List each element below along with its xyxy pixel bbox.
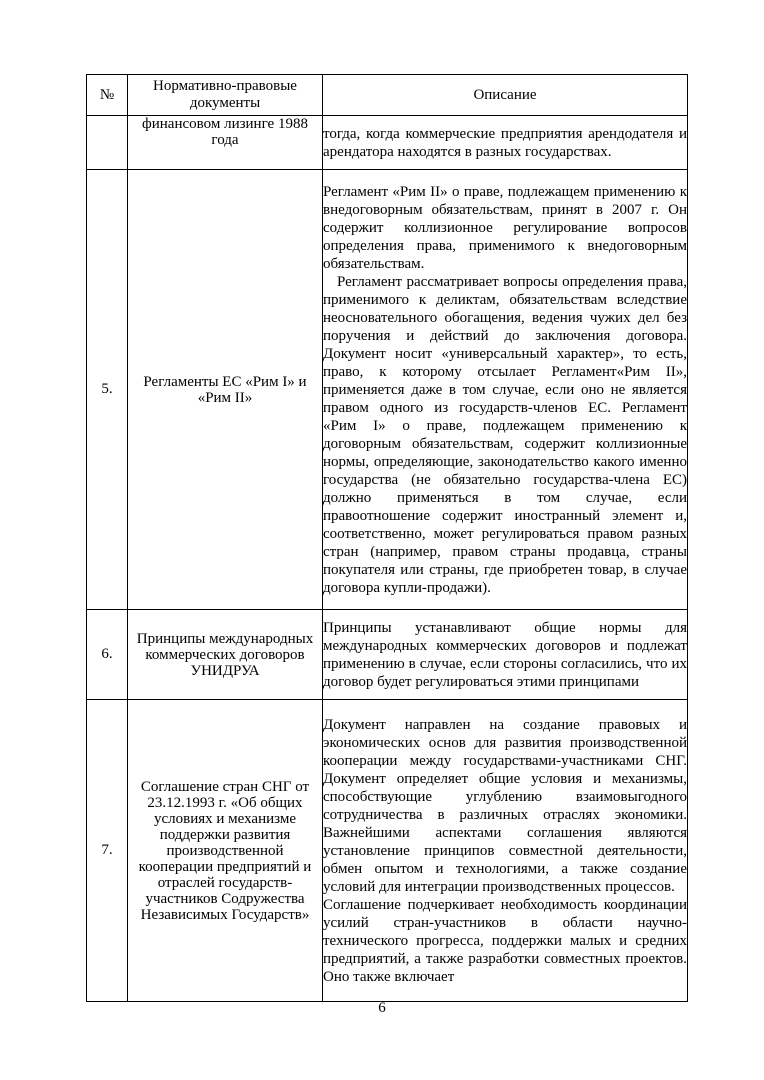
table-header-row	[87, 75, 688, 116]
table-row	[87, 170, 688, 610]
page-number: 6	[378, 1000, 386, 1016]
row-description	[323, 170, 688, 610]
description-paragraph: Регламент рассматривает вопросы определения права, применимого к деликтам, обязательствам вследствие неосновательного обогащения, ведения чужих дел без поручения и действий до заключения договора. Документ носит «универсальный характер», то есть, право, к которому отсылает Регламент«Рим II», применяется даже в том случае, если оно не является правом одного из государств-членов ЕС. Регламент «Рим I» о праве, подлежащем применению к договорным обязательствам, содержит коллизионные нормы, определяющие, законодательство какого именно государства (не обязательно государства-члена ЕС) должно применяться в том случае, если правоотношение содержит иностранный элемент и, соответственно, может регулироваться правом разных стран (например, правом страны продавца, страны покупателя или страны, где приобретен товар, в случае договора купли-продажи).	[323, 273, 687, 596]
row-number: 5.	[87, 170, 128, 610]
row-number	[87, 116, 128, 170]
description-paragraph: тогда, когда коммерческие предприятия арендодателя и арендатора находятся в разных государствах.	[323, 125, 687, 160]
row-document: Регламенты ЕС «Рим I» и «Рим II»	[128, 170, 323, 610]
row-description	[323, 700, 688, 1002]
header-number: №	[87, 75, 128, 116]
row-document: Принципы международных коммерческих договоров УНИДРУА	[128, 610, 323, 700]
description-paragraph: Соглашение подчеркивает необходимость координации усилий стран-участников в области научно-технического прогресса, поддержки малых и средних предприятий, а также разработки совместных проектов. Оно также включает	[323, 896, 687, 985]
row-description	[323, 610, 688, 700]
row-number: 7.	[87, 700, 128, 1002]
header-description: Описание	[323, 75, 688, 116]
header-documents: Нормативно-правовые документы	[128, 75, 323, 116]
row-number: 6.	[87, 610, 128, 700]
description-paragraph: Регламент «Рим II» о праве, подлежащем применению к внедоговорным обязательствам, принят в 2007 г. Он содержит коллизионное регулирование вопросов определения права, применимого к внедоговорным обязательствам.	[323, 183, 687, 272]
description-paragraph: Принципы устанавливают общие нормы для международных коммерческих договоров и подлежат применению в случае, если стороны согласились, что их договор будет регулироваться этими принципами	[323, 619, 687, 690]
description-paragraph: Документ направлен на создание правовых и экономических основ для развития производственной кооперации между государствами-участниками СНГ. Документ определяет общие условия и механизмы, способствующие углублению взаимовыгодного сотрудничества в различных отраслях экономики. Важнейшими аспектами соглашения являются установление принципов совместной деятельности, обмен опытом и технологиями, а также создание условий для интеграции производственных процессов.	[323, 716, 687, 895]
document-table	[86, 74, 688, 1002]
table-row	[87, 610, 688, 700]
row-description	[323, 116, 688, 170]
table-row	[87, 116, 688, 170]
row-document: финансовом лизинге 1988 года	[128, 116, 323, 170]
table-row	[87, 700, 688, 1002]
row-document: Соглашение стран СНГ от 23.12.1993 г. «Об общих условиях и механизме поддержки развития производственной кооперации предприятий и отраслей государств-участников Содружества Независимых Государств»	[128, 700, 323, 1002]
